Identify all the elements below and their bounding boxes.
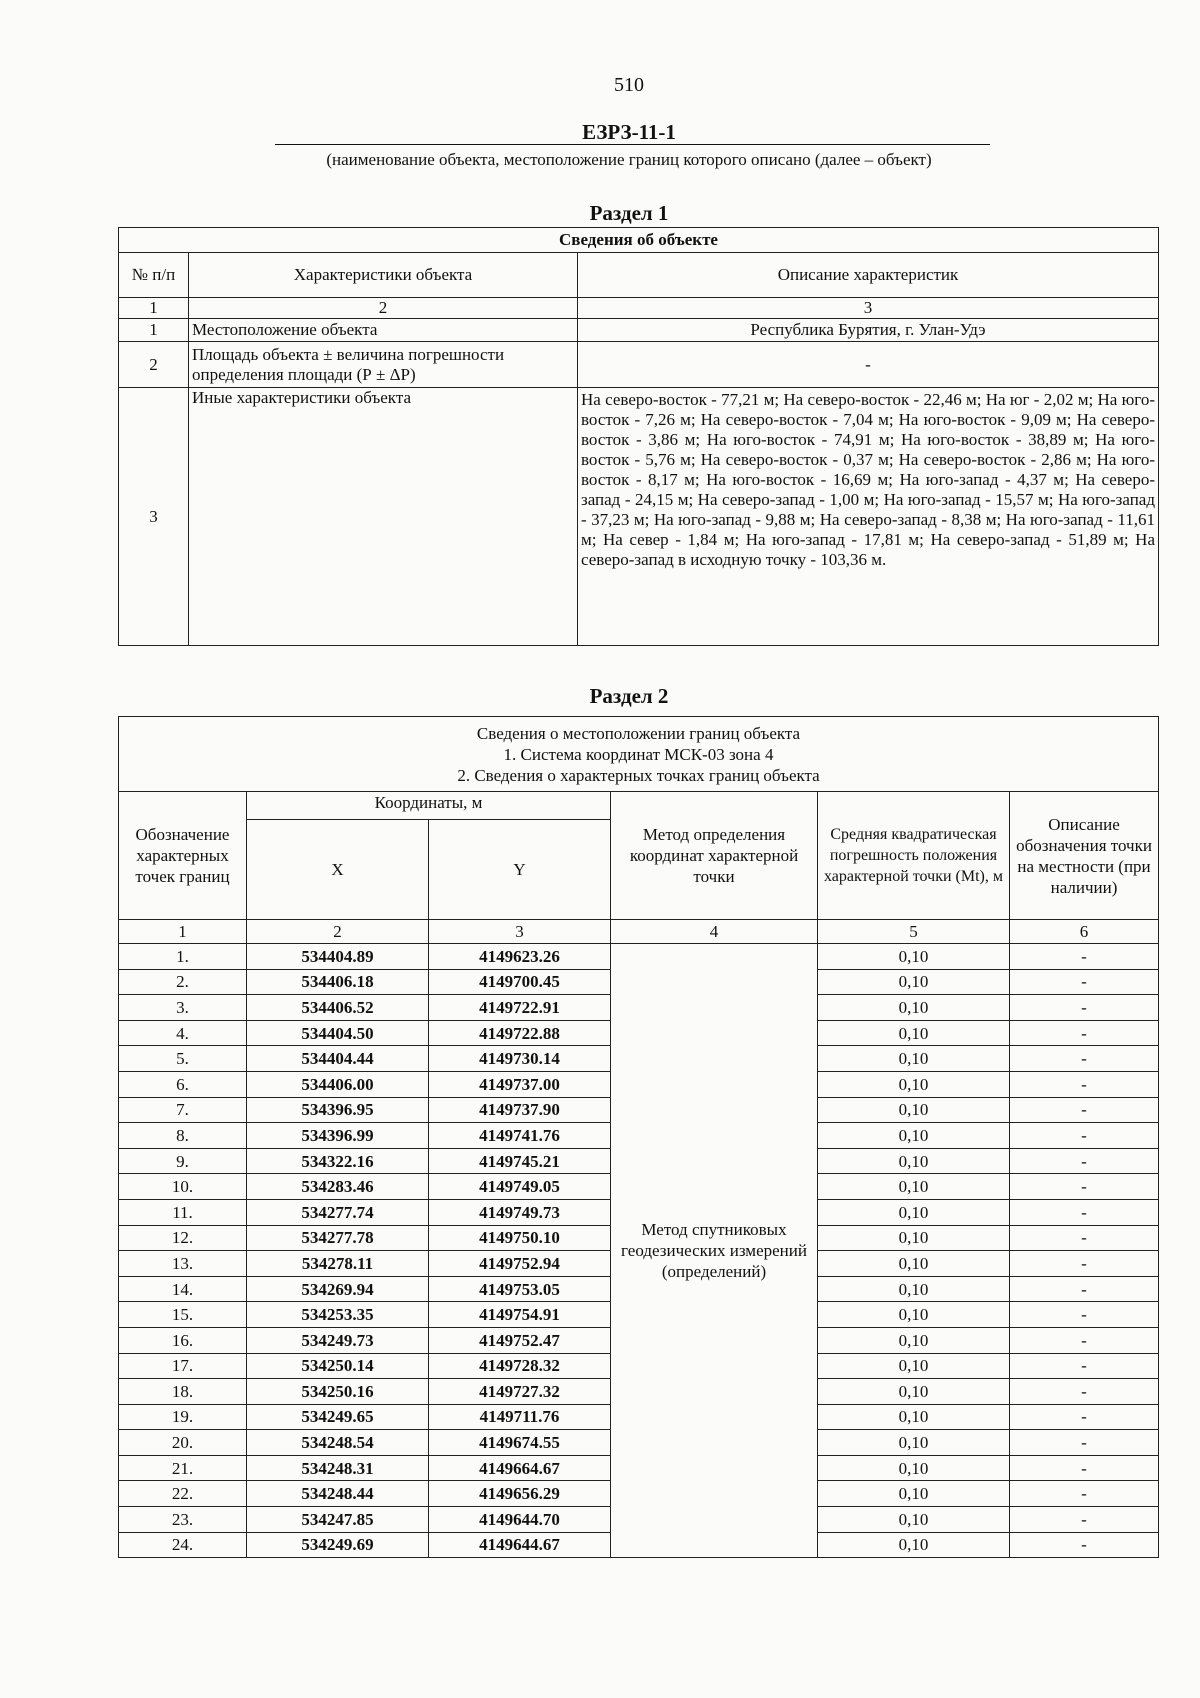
point-y: 4149749.73 <box>429 1199 611 1225</box>
object-info-table <box>118 227 1159 646</box>
point-y: 4149656.29 <box>429 1481 611 1507</box>
object-caption: (наименование объекта, местоположение границ которого описано (далее – объект) <box>326 150 932 169</box>
point-description: - <box>1010 969 1159 995</box>
col-header-number: № п/п <box>119 253 189 298</box>
point-y: 4149644.67 <box>429 1532 611 1558</box>
col-number: 1 <box>119 298 189 319</box>
points-body <box>119 944 1159 1558</box>
point-y: 4149749.05 <box>429 1174 611 1200</box>
method-value: Метод спутниковых геодезических измерений (определений) <box>611 944 818 1558</box>
point-description: - <box>1010 1379 1159 1405</box>
page-number: 510 <box>614 74 644 96</box>
point-description: - <box>1010 1532 1159 1558</box>
point-id: 11. <box>119 1199 247 1225</box>
point-description: - <box>1010 1174 1159 1200</box>
point-y: 4149644.70 <box>429 1507 611 1533</box>
row-value: На северо-восток - 77,21 м; На северо-восток - 22,46 м; На юг - 2,02 м; На юго-восток - 7,26 м; На северо-восток - 7,04 м; На юго-восток - 9,09 м; На северо-восток - 3,86 м; На юго-восток - 74,91 м; На юго-восток - 38,89 м; На юго-восток - 5,76 м; На северо-восток - 0,37 м; На северо-восток - 2,86 м; На юго-восток - 8,17 м; На юго-восток - 16,69 м; На юго-запад - 4,37 м; На северо-запад - 24,15 м; На северо-запад - 1,00 м; На юго-запад - 15,57 м; На юго-запад - 37,23 м; На юго-запад - 9,88 м; На северо-запад - 8,38 м; На юго-запад - 11,61 м; На север - 1,84 м; На юго-запад - 17,81 м; На северо-запад - 51,89 м; На северо-запад в исходную точку - 103,36 м. <box>578 388 1159 646</box>
col-header-description: Описание характеристик <box>578 253 1159 298</box>
point-id: 14. <box>119 1276 247 1302</box>
point-y: 4149664.67 <box>429 1455 611 1481</box>
point-accuracy: 0,10 <box>818 1046 1010 1072</box>
point-description: - <box>1010 1327 1159 1353</box>
point-description: - <box>1010 1148 1159 1174</box>
col-header-description: Описание обозначения точки на местности (при наличии) <box>1010 792 1159 920</box>
boundary-info-header <box>119 717 1159 792</box>
point-id: 15. <box>119 1302 247 1328</box>
info-line-2: 1. Система координат МСК-03 зона 4 <box>503 744 774 764</box>
point-y: 4149737.90 <box>429 1097 611 1123</box>
point-x: 534396.95 <box>247 1097 429 1123</box>
point-x: 534248.31 <box>247 1455 429 1481</box>
point-id: 16. <box>119 1327 247 1353</box>
point-accuracy: 0,10 <box>818 1020 1010 1046</box>
point-x: 534406.52 <box>247 995 429 1021</box>
point-y: 4149722.91 <box>429 995 611 1021</box>
point-accuracy: 0,10 <box>818 1276 1010 1302</box>
point-x: 534249.73 <box>247 1327 429 1353</box>
point-id: 12. <box>119 1225 247 1251</box>
point-accuracy: 0,10 <box>818 969 1010 995</box>
point-accuracy: 0,10 <box>818 944 1010 970</box>
point-y: 4149737.00 <box>429 1071 611 1097</box>
row-name: Местоположение объекта <box>189 319 578 342</box>
point-accuracy: 0,10 <box>818 995 1010 1021</box>
info-line-1: Сведения о местоположении границ объекта <box>476 723 801 743</box>
point-description: - <box>1010 1123 1159 1149</box>
point-y: 4149674.55 <box>429 1430 611 1456</box>
point-description: - <box>1010 1199 1159 1225</box>
point-x: 534404.44 <box>247 1046 429 1072</box>
point-id: 5. <box>119 1046 247 1072</box>
point-accuracy: 0,10 <box>818 1455 1010 1481</box>
point-x: 534406.18 <box>247 969 429 995</box>
row-number: 1 <box>119 319 189 342</box>
point-id: 3. <box>119 995 247 1021</box>
table-row <box>119 388 1159 646</box>
point-accuracy: 0,10 <box>818 1327 1010 1353</box>
point-x: 534322.16 <box>247 1148 429 1174</box>
point-y: 4149727.32 <box>429 1379 611 1405</box>
point-description: - <box>1010 1225 1159 1251</box>
table-row <box>119 342 1159 388</box>
point-y: 4149700.45 <box>429 969 611 995</box>
point-accuracy: 0,10 <box>818 1123 1010 1149</box>
point-y: 4149730.14 <box>429 1046 611 1072</box>
point-x: 534253.35 <box>247 1302 429 1328</box>
point-y: 4149752.47 <box>429 1327 611 1353</box>
point-x: 534277.74 <box>247 1199 429 1225</box>
point-description: - <box>1010 1276 1159 1302</box>
col-header-y: Y <box>429 820 611 920</box>
section-2-heading: Раздел 2 <box>589 684 669 708</box>
point-x: 534283.46 <box>247 1174 429 1200</box>
point-x: 534247.85 <box>247 1507 429 1533</box>
col-header-accuracy: Средняя квадратическая погрешность положения характерной точки (Mt), м <box>818 792 1010 920</box>
point-x: 534250.14 <box>247 1353 429 1379</box>
title-underline <box>275 144 990 145</box>
row-value: Республика Бурятия, г. Улан-Удэ <box>578 319 1159 342</box>
point-id: 6. <box>119 1071 247 1097</box>
point-id: 24. <box>119 1532 247 1558</box>
object-title: ЕЗРЗ-11-1 <box>582 120 676 144</box>
col-header-x: X <box>247 820 429 920</box>
info-line-3: 2. Сведения о характерных точках границ объекта <box>457 765 820 785</box>
point-x: 534396.99 <box>247 1123 429 1149</box>
point-accuracy: 0,10 <box>818 1071 1010 1097</box>
col-header-point: Обозначение характерных точек границ <box>119 792 247 920</box>
point-accuracy: 0,10 <box>818 1302 1010 1328</box>
row-number: 2 <box>119 342 189 388</box>
point-description: - <box>1010 1097 1159 1123</box>
point-y: 4149623.26 <box>429 944 611 970</box>
col-number: 1 <box>119 920 247 944</box>
point-id: 2. <box>119 969 247 995</box>
point-x: 534404.50 <box>247 1020 429 1046</box>
table-title: Сведения об объекте <box>119 228 1159 253</box>
col-number: 4 <box>611 920 818 944</box>
point-description: - <box>1010 944 1159 970</box>
point-description: - <box>1010 1071 1159 1097</box>
point-x: 534404.89 <box>247 944 429 970</box>
section-1-heading: Раздел 1 <box>589 201 669 225</box>
point-id: 8. <box>119 1123 247 1149</box>
point-x: 534249.65 <box>247 1404 429 1430</box>
point-y: 4149750.10 <box>429 1225 611 1251</box>
point-accuracy: 0,10 <box>818 1481 1010 1507</box>
point-accuracy: 0,10 <box>818 1174 1010 1200</box>
point-y: 4149722.88 <box>429 1020 611 1046</box>
point-accuracy: 0,10 <box>818 1199 1010 1225</box>
point-accuracy: 0,10 <box>818 1532 1010 1558</box>
point-y: 4149711.76 <box>429 1404 611 1430</box>
point-id: 20. <box>119 1430 247 1456</box>
point-accuracy: 0,10 <box>818 1148 1010 1174</box>
point-description: - <box>1010 1353 1159 1379</box>
point-x: 534250.16 <box>247 1379 429 1405</box>
point-id: 21. <box>119 1455 247 1481</box>
point-accuracy: 0,10 <box>818 1507 1010 1533</box>
point-accuracy: 0,10 <box>818 1097 1010 1123</box>
row-value: - <box>578 342 1159 388</box>
point-description: - <box>1010 1302 1159 1328</box>
point-id: 17. <box>119 1353 247 1379</box>
point-id: 7. <box>119 1097 247 1123</box>
table-row <box>119 319 1159 342</box>
point-description: - <box>1010 1455 1159 1481</box>
point-x: 534277.78 <box>247 1225 429 1251</box>
point-id: 23. <box>119 1507 247 1533</box>
table-row <box>119 944 1159 970</box>
boundary-points-table <box>118 716 1159 1558</box>
point-y: 4149753.05 <box>429 1276 611 1302</box>
point-description: - <box>1010 1020 1159 1046</box>
point-id: 22. <box>119 1481 247 1507</box>
col-number: 2 <box>189 298 578 319</box>
point-id: 10. <box>119 1174 247 1200</box>
point-description: - <box>1010 1046 1159 1072</box>
point-id: 13. <box>119 1251 247 1277</box>
col-header-coordinates: Координаты, м <box>247 792 611 820</box>
point-id: 9. <box>119 1148 247 1174</box>
col-header-method: Метод определения координат характерной точки <box>611 792 818 920</box>
point-x: 534278.11 <box>247 1251 429 1277</box>
point-id: 18. <box>119 1379 247 1405</box>
col-number: 3 <box>578 298 1159 319</box>
point-id: 19. <box>119 1404 247 1430</box>
point-description: - <box>1010 1430 1159 1456</box>
point-x: 534248.54 <box>247 1430 429 1456</box>
point-description: - <box>1010 1507 1159 1533</box>
col-number: 5 <box>818 920 1010 944</box>
point-y: 4149752.94 <box>429 1251 611 1277</box>
point-x: 534406.00 <box>247 1071 429 1097</box>
point-y: 4149745.21 <box>429 1148 611 1174</box>
point-id: 1. <box>119 944 247 970</box>
point-y: 4149728.32 <box>429 1353 611 1379</box>
point-accuracy: 0,10 <box>818 1430 1010 1456</box>
point-id: 4. <box>119 1020 247 1046</box>
point-x: 534269.94 <box>247 1276 429 1302</box>
col-header-characteristics: Характеристики объекта <box>189 253 578 298</box>
point-y: 4149741.76 <box>429 1123 611 1149</box>
point-x: 534249.69 <box>247 1532 429 1558</box>
point-description: - <box>1010 1404 1159 1430</box>
point-accuracy: 0,10 <box>818 1353 1010 1379</box>
point-accuracy: 0,10 <box>818 1404 1010 1430</box>
point-x: 534248.44 <box>247 1481 429 1507</box>
row-number: 3 <box>119 388 189 646</box>
col-number: 2 <box>247 920 429 944</box>
row-name: Иные характеристики объекта <box>189 388 578 646</box>
point-accuracy: 0,10 <box>818 1379 1010 1405</box>
point-description: - <box>1010 1251 1159 1277</box>
row-name: Площадь объекта ± величина погрешности определения площади (Р ± ΔР) <box>189 342 578 388</box>
col-number: 6 <box>1010 920 1159 944</box>
point-description: - <box>1010 995 1159 1021</box>
point-y: 4149754.91 <box>429 1302 611 1328</box>
point-accuracy: 0,10 <box>818 1251 1010 1277</box>
col-number: 3 <box>429 920 611 944</box>
point-description: - <box>1010 1481 1159 1507</box>
point-accuracy: 0,10 <box>818 1225 1010 1251</box>
